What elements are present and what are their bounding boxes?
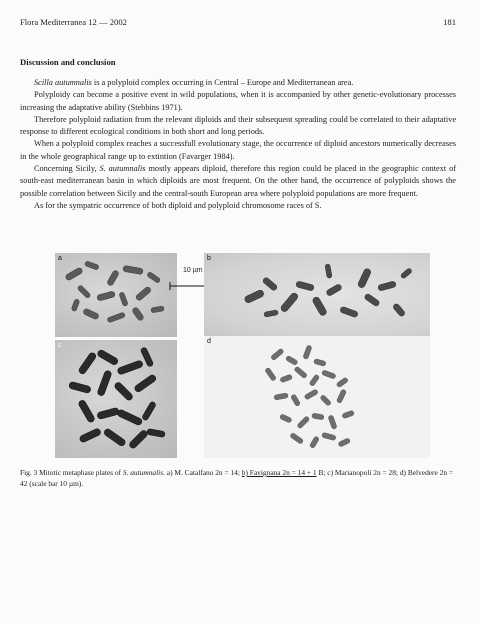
figure-caption: Fig. 3 Mitotic metaphase plates of S. autumnalis. a) M. Catalfano 2n = 14; b) Favignana 2n = 14 + 1 B; c) Marianopoli 2n = 28; d) Belvedere 2n = 42 (scale bar 10 µm). [20, 468, 454, 488]
paragraph-1: Scilla autumnalis is a polyploid complex occurring in Central – Europe and Mediterranean area. [34, 78, 354, 87]
caption-species: S. autumnalis [122, 468, 164, 477]
figure-panel-a [55, 253, 177, 337]
body-text [20, 77, 456, 212]
chromosome-micrograph-b [204, 253, 430, 337]
section-title: Discussion and conclusion [20, 57, 116, 67]
species-name: S. autumnalis [99, 164, 146, 174]
journal-title: Flora Mediterranea 12 — 2002 [20, 17, 127, 27]
page-number: 181 [443, 17, 456, 27]
caption-underlined: b) Favignana 2n = 14 + 1 [241, 468, 317, 477]
chromosome-micrograph-a [55, 253, 177, 337]
running-header [20, 17, 456, 27]
paragraph-6: As for the sympatric occurrence of both diploid and polyploid chromosome races of S. [34, 200, 322, 210]
panel-label-c: c [58, 342, 62, 349]
figure-panel-d [204, 336, 430, 458]
paragraph-5: Concerning Sicily, S. autumnalis mostly appears diploid, therefore this region could be placed in the geographic context of south-east mediterranean basin in which diploids are most frequent. On the other hand, the occurrence of polyploids shows the possible correlation between Sicily and the central-south European area where polyploid populations are more frequent. [20, 164, 456, 198]
figure-panel-b [204, 253, 430, 337]
paragraph-2: Polyploidy can become a positive event in wild populations, when it is accompanied by other genetic-evolutionary processes increasing the adaptative ability (Stebbins 1971). [20, 90, 456, 112]
figure-panel-c [55, 340, 177, 458]
paragraph-3: Therefore polyploid radiation from the relevant diploids and their subsequent spreading could be correlated to their adaptative response to different ecological conditions in both short and long periods. [20, 114, 456, 137]
panel-label-b: b [207, 255, 211, 262]
scale-bar-label: 10 µm [183, 267, 203, 274]
panel-label-a: a [58, 255, 62, 262]
panel-label-d: d [207, 338, 211, 345]
species-name: Scilla autumnalis [34, 78, 92, 87]
chromosome-micrograph-c [55, 340, 177, 458]
chromosome-micrograph-d [204, 336, 430, 458]
paragraph-4: When a polyploid complex reaches a successfull evolutionary stage, the occurrence of diploid ancestors numerically decreases in the whole geographical range up to extintion (Favarger 1984). [20, 139, 456, 161]
